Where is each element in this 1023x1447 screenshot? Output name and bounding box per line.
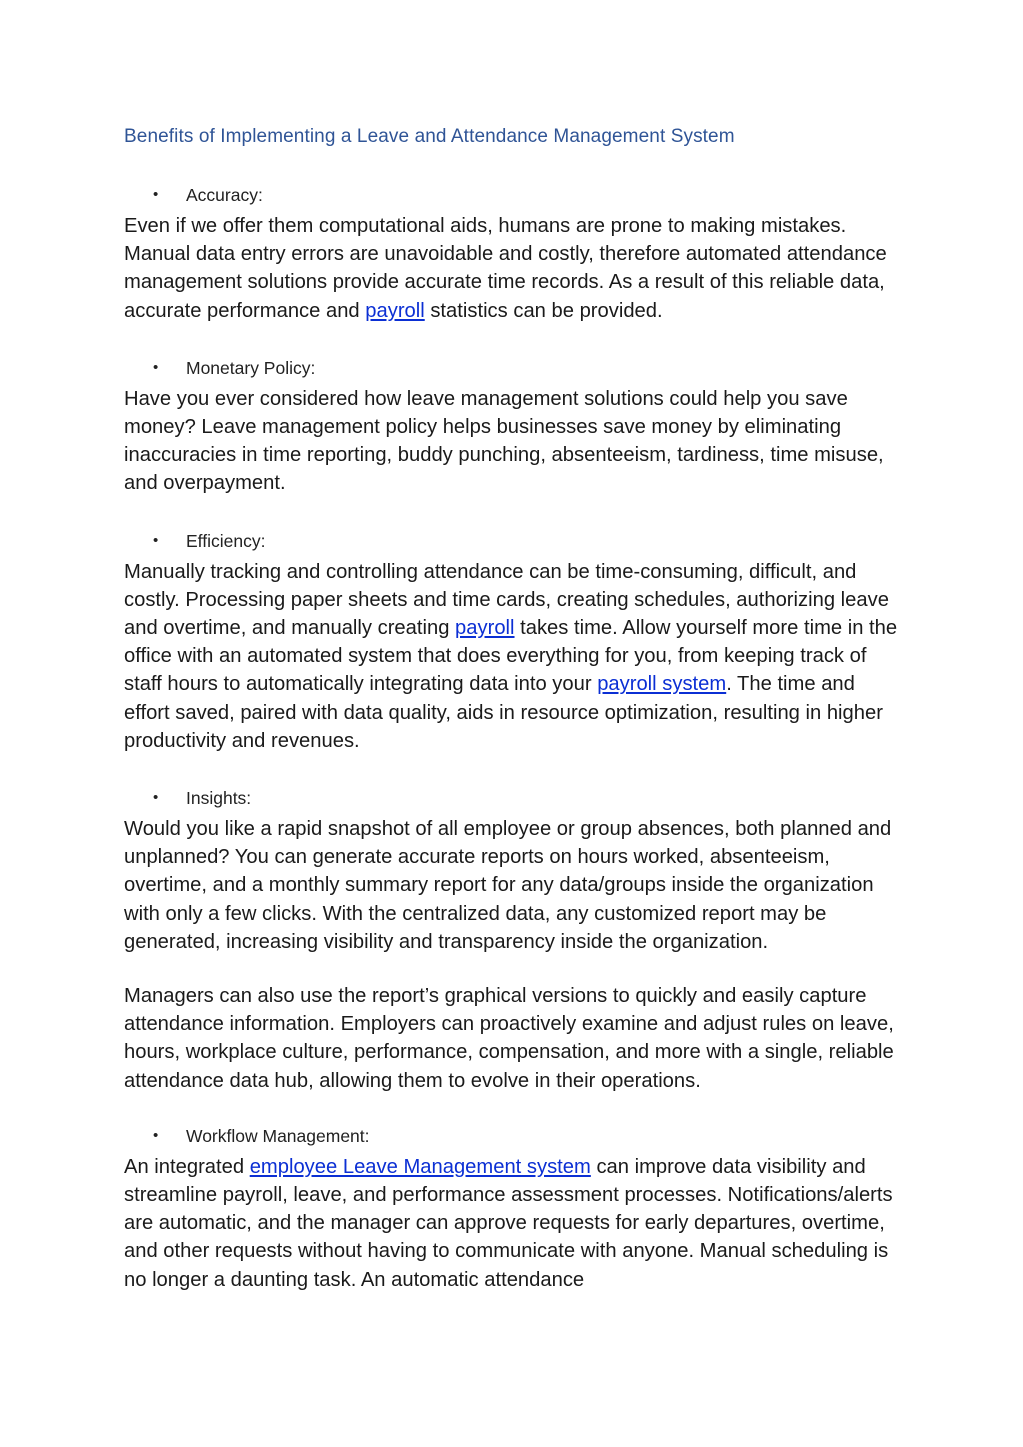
section-efficiency (124, 524, 904, 755)
bullet-item-insights (124, 781, 904, 815)
paragraph-text: . The time and effort saved, paired with data quality, aids in resource optimization, resulting in higher productivity and revenues. (124, 673, 883, 752)
payroll-system-link[interactable]: payroll system (597, 673, 727, 696)
section-paragraph-secondary (124, 982, 904, 1095)
section-heading: Efficiency: (186, 530, 266, 551)
section-paragraph (124, 1153, 904, 1294)
section-paragraph (124, 385, 904, 498)
section-paragraph (124, 558, 904, 755)
section-insights (124, 781, 904, 1095)
paragraph-text: statistics can be provided. (424, 299, 663, 322)
paragraph-text: Have you ever considered how leave management solutions could help you save money? Leave management policy helps businesses save money by eliminating inaccuracies in time reporting, buddy punching, absenteeism, tardiness, time misuse, and overpayment. (124, 387, 884, 495)
section-workflow-management (124, 1119, 904, 1294)
bullet-icon: • (153, 789, 159, 807)
paragraph-text: An integrated (124, 1155, 250, 1178)
paragraph-text: takes time. Allow yourself more time in the office with an automated system that does everything for you, from keeping track of staff hours to automatically integrating data into your (124, 617, 898, 696)
bullet-icon: • (153, 186, 159, 203)
paragraph-text: Managers can also use the report’s graphical versions to quickly and easily capture attendance information. Employers can proactively examine and adjust rules on leave, hours, workplace culture, performance, compensation, and more with a single, reliable attendance data hub, allowing them to evolve in their operations. (124, 985, 894, 1092)
bullet-icon: • (153, 1126, 159, 1144)
payroll-link[interactable]: payroll (455, 617, 515, 640)
paragraph-text: Even if we offer them computational aids, humans are prone to making mistakes. Manual data entry errors are unavoidable and costly, therefore automated attendance management solutions provide accurate time records. As a result of this reliable data, accurate performance and (124, 215, 887, 322)
bullet-icon: • (153, 531, 159, 549)
bullet-item-accuracy (124, 178, 904, 212)
paragraph-text: Would you like a rapid snapshot of all employee or group absences, both planned and unplanned? You can generate accurate reports on hours worked, absenteeism, overtime, and a monthly summary report for any data/groups inside the organization with only a few clicks. With the centralized data, any customized report may be generated, increasing visibility and transparency inside the organization. (124, 818, 892, 953)
section-paragraph (124, 212, 904, 325)
paragraph-text: Manually tracking and controlling attendance can be time-consuming, difficult, and costly. Processing paper sheets and time cards, creating schedules, authorizing leave and overtime, and manually creating (124, 560, 889, 640)
paragraph-text: can improve data visibility and streamline payroll, leave, and performance assessment processes. Notifications/alerts are automatic, and the manager can approve requests for early departures, overtime, and other requests without having to communicate with anyone. Manual scheduling is no longer a daunting task. An automatic attendance (124, 1155, 893, 1291)
section-monetary-policy (124, 351, 904, 498)
bullet-item-workflow-management (124, 1119, 904, 1153)
section-heading: Insights: (186, 788, 252, 809)
bullet-item-monetary-policy (124, 351, 904, 385)
section-heading: Accuracy: (186, 185, 263, 205)
bullet-icon: • (153, 358, 159, 376)
document-title: Benefits of Implementing a Leave and Attendance Management System (124, 126, 735, 147)
section-heading: Monetary Policy: (186, 357, 316, 378)
payroll-link[interactable]: payroll (365, 299, 425, 322)
section-heading: Workflow Management: (186, 1125, 370, 1146)
section-accuracy (124, 178, 904, 325)
document-body (124, 120, 904, 1294)
section-paragraph (124, 815, 904, 956)
bullet-item-efficiency (124, 524, 904, 558)
employee-leave-management-system-link[interactable]: employee Leave Management system (249, 1155, 591, 1178)
